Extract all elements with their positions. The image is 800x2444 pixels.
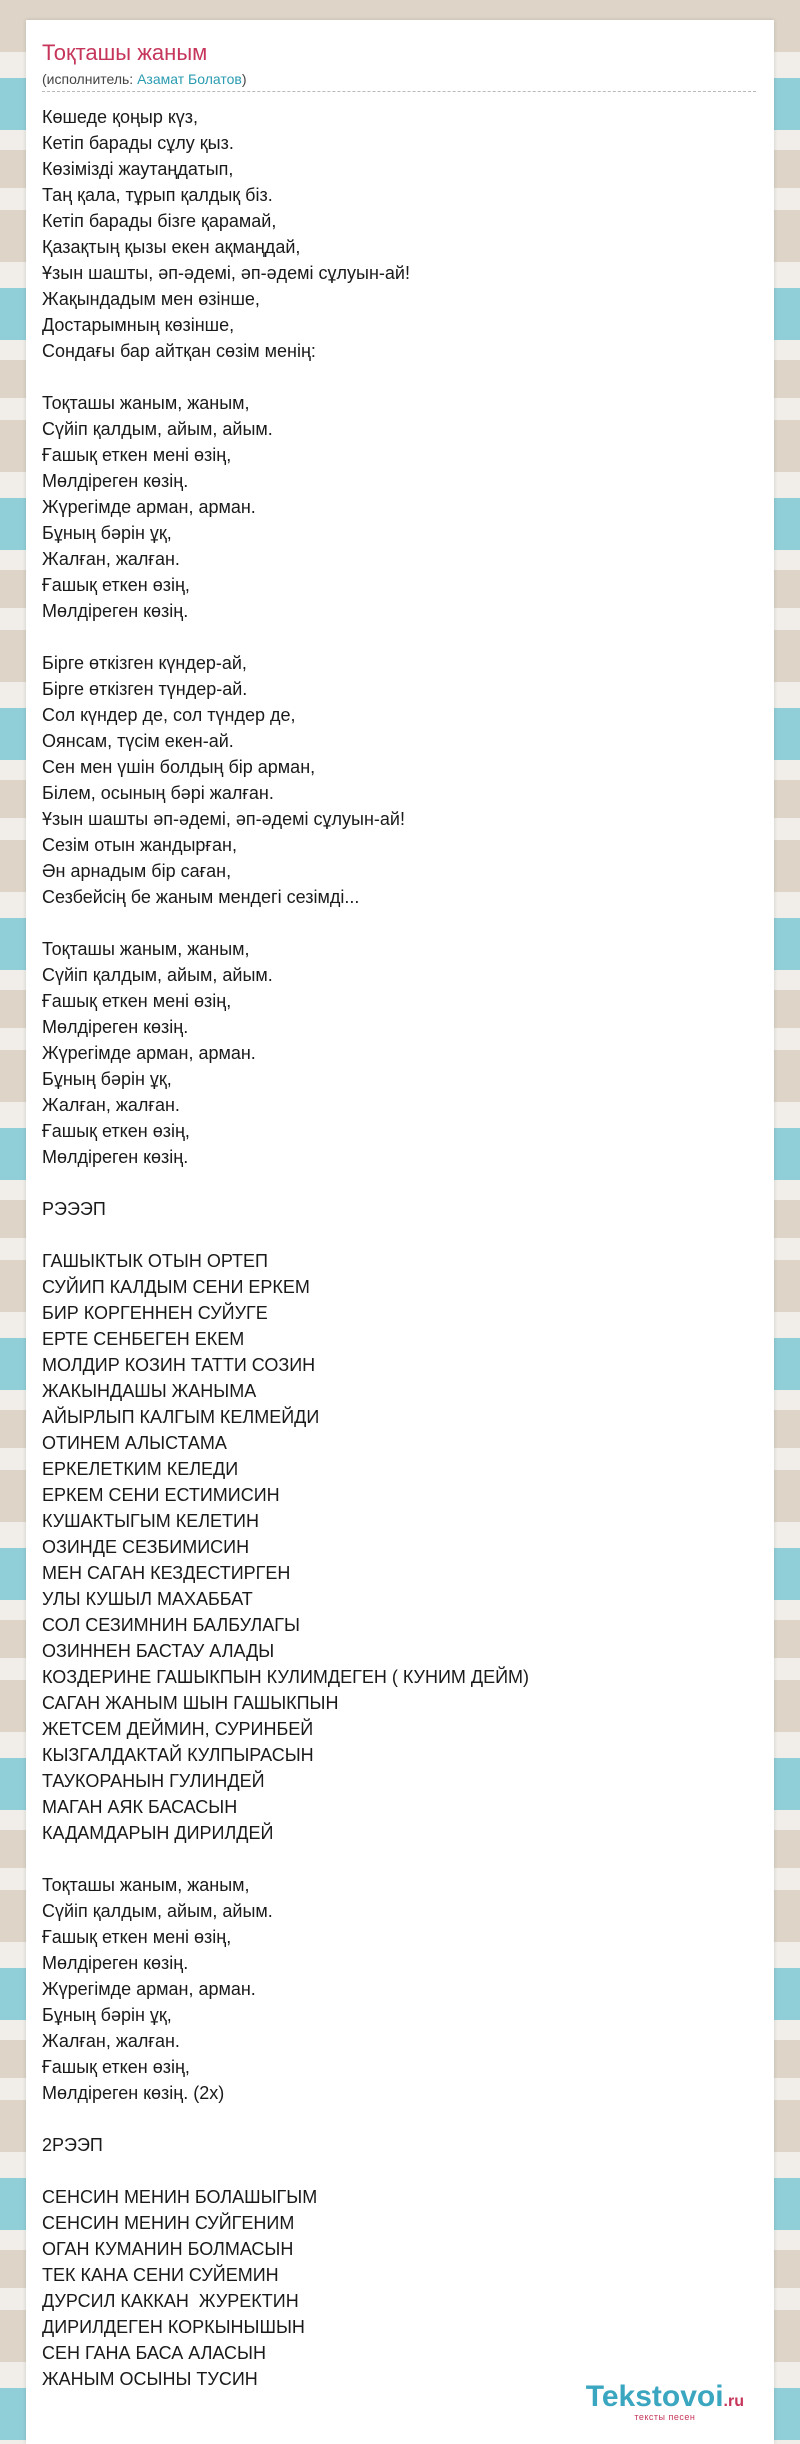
logo-tagline: тексты песен xyxy=(634,2412,696,2422)
lyric-line: Сүйіп қалдым, айым, айым. xyxy=(42,965,273,985)
lyric-line: ЖАКЫНДАШЫ ЖАНЫМА xyxy=(42,1381,257,1401)
lyric-line: Сүйіп қалдым, айым, айым. xyxy=(42,419,273,439)
lyric-line: Мөлдіреген көзің. xyxy=(42,601,189,621)
lyric-line: Бұның бәрін ұқ, xyxy=(42,2005,172,2025)
lyric-line: Сезім отын жандырған, xyxy=(42,835,237,855)
lyric-line: Ғашық еткен өзің, xyxy=(42,2057,190,2077)
lyric-line: Бірге өткізген түндер-ай. xyxy=(42,679,248,699)
lyric-line: Сезбейсің бе жаным мендегі сезімді... xyxy=(42,887,360,907)
lyric-line: Кетіп барады сұлу қыз. xyxy=(42,133,234,153)
lyric-line: СЕНСИН МЕНИН СУЙГЕНИМ xyxy=(42,2213,295,2233)
lyric-line: СЕН ГАНА БАСА АЛАСЫН xyxy=(42,2343,266,2363)
lyric-line: Бірге өткізген күндер-ай, xyxy=(42,653,247,673)
lyric-line: ГАШЫКТЫК ОТЫН ОРТЕП xyxy=(42,1251,268,1271)
lyric-line: Білем, осының бәрі жалған. xyxy=(42,783,274,803)
lyric-line: СЕНСИН МЕНИН БОЛАШЫГЫМ xyxy=(42,2187,318,2207)
lyric-line: ОГАН КУМАНИН БОЛМАСЫН xyxy=(42,2239,294,2259)
lyric-line: КАДАМДАРЫН ДИРИЛДЕЙ xyxy=(42,1823,274,1843)
lyrics-stanza xyxy=(42,650,742,910)
lyric-line: Ән арнадым бір саған, xyxy=(42,861,232,881)
lyric-line: ЕРКЕЛЕТКИМ КЕЛЕДИ xyxy=(42,1459,239,1479)
lyric-line: Сүйіп қалдым, айым, айым. xyxy=(42,1901,273,1921)
lyric-line: Тоқташы жаным, жаным, xyxy=(42,939,250,959)
lyric-line: Бұның бәрін ұқ, xyxy=(42,523,172,543)
lyric-line: ЖАНЫМ ОСЫНЫ ТУСИН xyxy=(42,2369,258,2389)
lyric-line: СОЛ СЕЗИМНИН БАЛБУЛАГЫ xyxy=(42,1615,300,1635)
lyric-line: КОЗДЕРИНЕ ГАШЫКПЫН КУЛИМДЕГЕН ( КУНИМ ДЕЙМ) xyxy=(42,1667,530,1687)
lyric-line: ОТИНЕМ АЛЫСТАМА xyxy=(42,1433,227,1453)
title-divider xyxy=(42,91,756,92)
lyric-line: Ғашық еткен өзің, xyxy=(42,575,190,595)
lyric-line: Жүрегімде арман, арман. xyxy=(42,497,256,517)
lyric-line: Мөлдіреген көзің. xyxy=(42,1953,189,1973)
lyric-line: Ғашық еткен мені өзің, xyxy=(42,1927,232,1947)
lyric-line: Тоқташы жаным, жаным, xyxy=(42,393,250,413)
lyric-line: 2РЭЭП xyxy=(42,2135,103,2155)
lyric-line: ЕРКЕМ СЕНИ ЕСТИМИСИН xyxy=(42,1485,280,1505)
lyric-line: САГАН ЖАНЫМ ШЫН ГАШЫКПЫН xyxy=(42,1693,339,1713)
lyric-line: КЫЗГАЛДАКТАЙ КУЛПЫРАСЫН xyxy=(42,1745,314,1765)
lyric-line: Ғашық еткен мені өзің, xyxy=(42,445,232,465)
lyrics-card xyxy=(26,20,774,2444)
lyric-line: Мөлдіреген көзің. xyxy=(42,1147,189,1167)
lyric-line: ЕРТЕ СЕНБЕГЕН ЕКЕМ xyxy=(42,1329,245,1349)
lyric-line: Жүрегімде арман, арман. xyxy=(42,1979,256,1999)
lyric-line: Достарымның көзінше, xyxy=(42,315,235,335)
artist-suffix: ) xyxy=(241,71,247,87)
artist-link[interactable]: Азамат Болатов xyxy=(137,71,242,87)
lyric-line: Таң қала, тұрып қалдық біз. xyxy=(42,185,273,205)
lyric-line: АЙЫРЛЫП КАЛГЫМ КЕЛМЕЙДИ xyxy=(42,1407,320,1427)
lyric-line: ОЗИННЕН БАСТАУ АЛАДЫ xyxy=(42,1641,275,1661)
lyric-line: Жақындадым мен өзінше, xyxy=(42,289,260,309)
artist-line xyxy=(42,70,247,88)
lyrics-stanza xyxy=(42,1196,742,1222)
lyrics-stanza xyxy=(42,936,742,1170)
lyric-line: ТАУКОРАНЫН ГУЛИНДЕЙ xyxy=(42,1771,265,1791)
lyric-line: Жалған, жалған. xyxy=(42,1095,180,1115)
lyrics-body xyxy=(42,104,742,2418)
lyric-line: МОЛДИР КОЗИН ТАТТИ СОЗИН xyxy=(42,1355,316,1375)
lyric-line: МЕН САГАН КЕЗДЕСТИРГЕН xyxy=(42,1563,291,1583)
lyric-line: СУЙИП КАЛДЫМ СЕНИ ЕРКЕМ xyxy=(42,1277,310,1297)
lyric-line: Қазақтың қызы екен ақмаңдай, xyxy=(42,237,301,257)
lyric-line: ОЗИНДЕ СЕЗБИМИСИН xyxy=(42,1537,250,1557)
lyric-line: Мөлдіреген көзің. xyxy=(42,471,189,491)
lyric-line: УЛЫ КУШЫЛ МАХАББАТ xyxy=(42,1589,253,1609)
lyrics-stanza xyxy=(42,1872,742,2106)
lyric-line: ТЕК КАНА СЕНИ СУЙЕМИН xyxy=(42,2265,279,2285)
logo-tld: .ru xyxy=(723,2393,744,2410)
artist-prefix: (исполнитель: xyxy=(42,71,138,87)
lyric-line: Мөлдіреген көзің. (2x) xyxy=(42,2083,225,2103)
lyric-line: ЖЕТСЕМ ДЕЙМИН, СУРИНБЕЙ xyxy=(42,1719,314,1739)
lyric-line: БИР КОРГЕННЕН СУЙУГЕ xyxy=(42,1303,268,1323)
lyric-line: Жалған, жалған. xyxy=(42,2031,180,2051)
lyrics-stanza xyxy=(42,104,742,364)
lyric-line: РЭЭЭП xyxy=(42,1199,106,1219)
lyric-line: Көшеде қоңыр күз, xyxy=(42,107,198,127)
lyric-line: Мөлдіреген көзің. xyxy=(42,1017,189,1037)
lyric-line: Ғашық еткен мені өзің, xyxy=(42,991,232,1011)
lyrics-stanza xyxy=(42,1248,742,1846)
lyric-line: Жалған, жалған. xyxy=(42,549,180,569)
logo-text: Tekstovoi xyxy=(585,2380,724,2413)
lyric-line: Ұзын шашты әп-әдемі, әп-әдемі сұлуын-ай! xyxy=(42,809,405,829)
lyric-line: Ғашық еткен өзің, xyxy=(42,1121,190,1141)
lyric-line: Сондағы бар айтқан сөзім менің: xyxy=(42,341,316,361)
lyric-line: Кетіп барады бізге қарамай, xyxy=(42,211,277,231)
lyric-line: Бұның бәрін ұқ, xyxy=(42,1069,172,1089)
lyric-line: Ұзын шашты, әп-әдемі, әп-әдемі сұлуын-ай! xyxy=(42,263,410,283)
lyric-line: Тоқташы жаным, жаным, xyxy=(42,1875,250,1895)
site-logo[interactable] xyxy=(586,2382,744,2422)
lyrics-stanza xyxy=(42,390,742,624)
lyric-line: КУШАКТЫГЫМ КЕЛЕТИН xyxy=(42,1511,259,1531)
lyrics-stanza xyxy=(42,2184,742,2392)
lyric-line: ДУРСИЛ КАККАН ЖУРЕКТИН xyxy=(42,2291,299,2311)
lyric-line: Сол күндер де, сол түндер де, xyxy=(42,705,296,725)
lyric-line: ДИРИЛДЕГЕН КОРКЫНЫШЫН xyxy=(42,2317,305,2337)
song-title: Тоқташы жаным xyxy=(42,40,208,65)
lyric-line: Көзімізді жаутаңдатып, xyxy=(42,159,234,179)
lyric-line: Жүрегімде арман, арман. xyxy=(42,1043,256,1063)
lyric-line: МАГАН АЯК БАСАСЫН xyxy=(42,1797,238,1817)
lyric-line: Оянсам, түсім екен-ай. xyxy=(42,731,234,751)
lyric-line: Сен мен үшін болдың бір арман, xyxy=(42,757,316,777)
lyrics-stanza xyxy=(42,2132,742,2158)
